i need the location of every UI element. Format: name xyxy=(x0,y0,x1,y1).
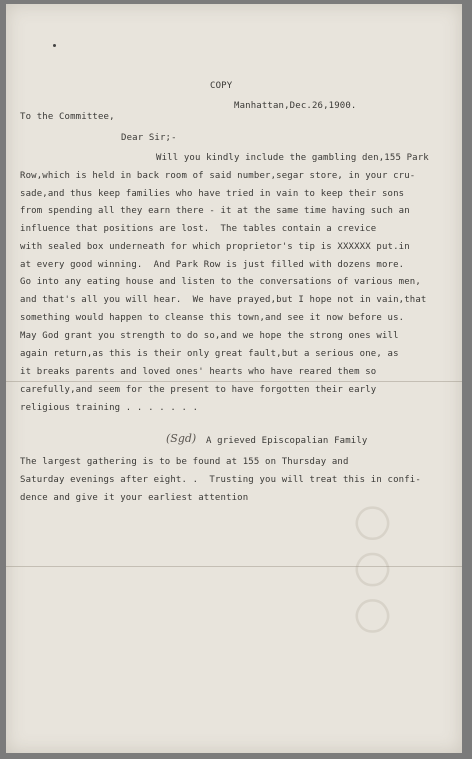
body-line: Will you kindly include the gambling den,155 Park xyxy=(156,153,429,163)
body-line: Go into any eating house and listen to the conversations of various men, xyxy=(20,277,421,287)
dateline: Manhattan,Dec.26,1900. xyxy=(234,101,357,111)
body-line: with sealed box underneath for which proprietor's tip is XXXXXX put.in xyxy=(20,242,410,252)
body-line: sade,and thus keep families who have tried in vain to keep their sons xyxy=(20,189,405,199)
postscript-line: The largest gathering is to be found at 155 on Thursday and xyxy=(20,457,349,467)
body-line: at every good winning. And Park Row is just filled with dozens more. xyxy=(20,260,405,270)
body-line: religious training . . . . . . . xyxy=(20,403,199,413)
fold-line xyxy=(6,381,462,382)
salutation: Dear Sir;- xyxy=(121,133,177,143)
body-line: again return,as this is their only great fault,but a serious one, as xyxy=(20,349,399,359)
body-line: it breaks parents and loved ones' hearts who have reared them so xyxy=(20,367,377,377)
body-line: something would happen to cleanse this town,and see it now before us. xyxy=(20,313,405,323)
body-line: influence that positions are lost. The tables contain a crevice xyxy=(20,224,377,234)
signature: A grieved Episcopalian Family xyxy=(206,436,368,446)
letter-page xyxy=(6,4,462,753)
document-heading: COPY xyxy=(210,81,233,91)
handwritten-annotation: (Sgd) xyxy=(166,432,197,445)
ink-dot xyxy=(53,44,56,47)
body-line: Row,which is held in back room of said number,segar store, in your cru- xyxy=(20,171,416,181)
body-line: and that's all you will hear. We have prayed,but I hope not in vain,that xyxy=(20,295,427,305)
body-line: carefully,and seem for the present to have forgotten their early xyxy=(20,385,377,395)
addressee: To the Committee, xyxy=(20,112,115,122)
body-line: May God grant you strength to do so,and we hope the strong ones will xyxy=(20,331,399,341)
body-line: from spending all they earn there - it at the same time having such an xyxy=(20,206,410,216)
watermark-mark: ○○○ xyxy=(350,504,401,644)
postscript-line: Saturday evenings after eight. . Trusting you will treat this in confi- xyxy=(20,475,421,485)
postscript-line: dence and give it your earliest attention xyxy=(20,493,249,503)
